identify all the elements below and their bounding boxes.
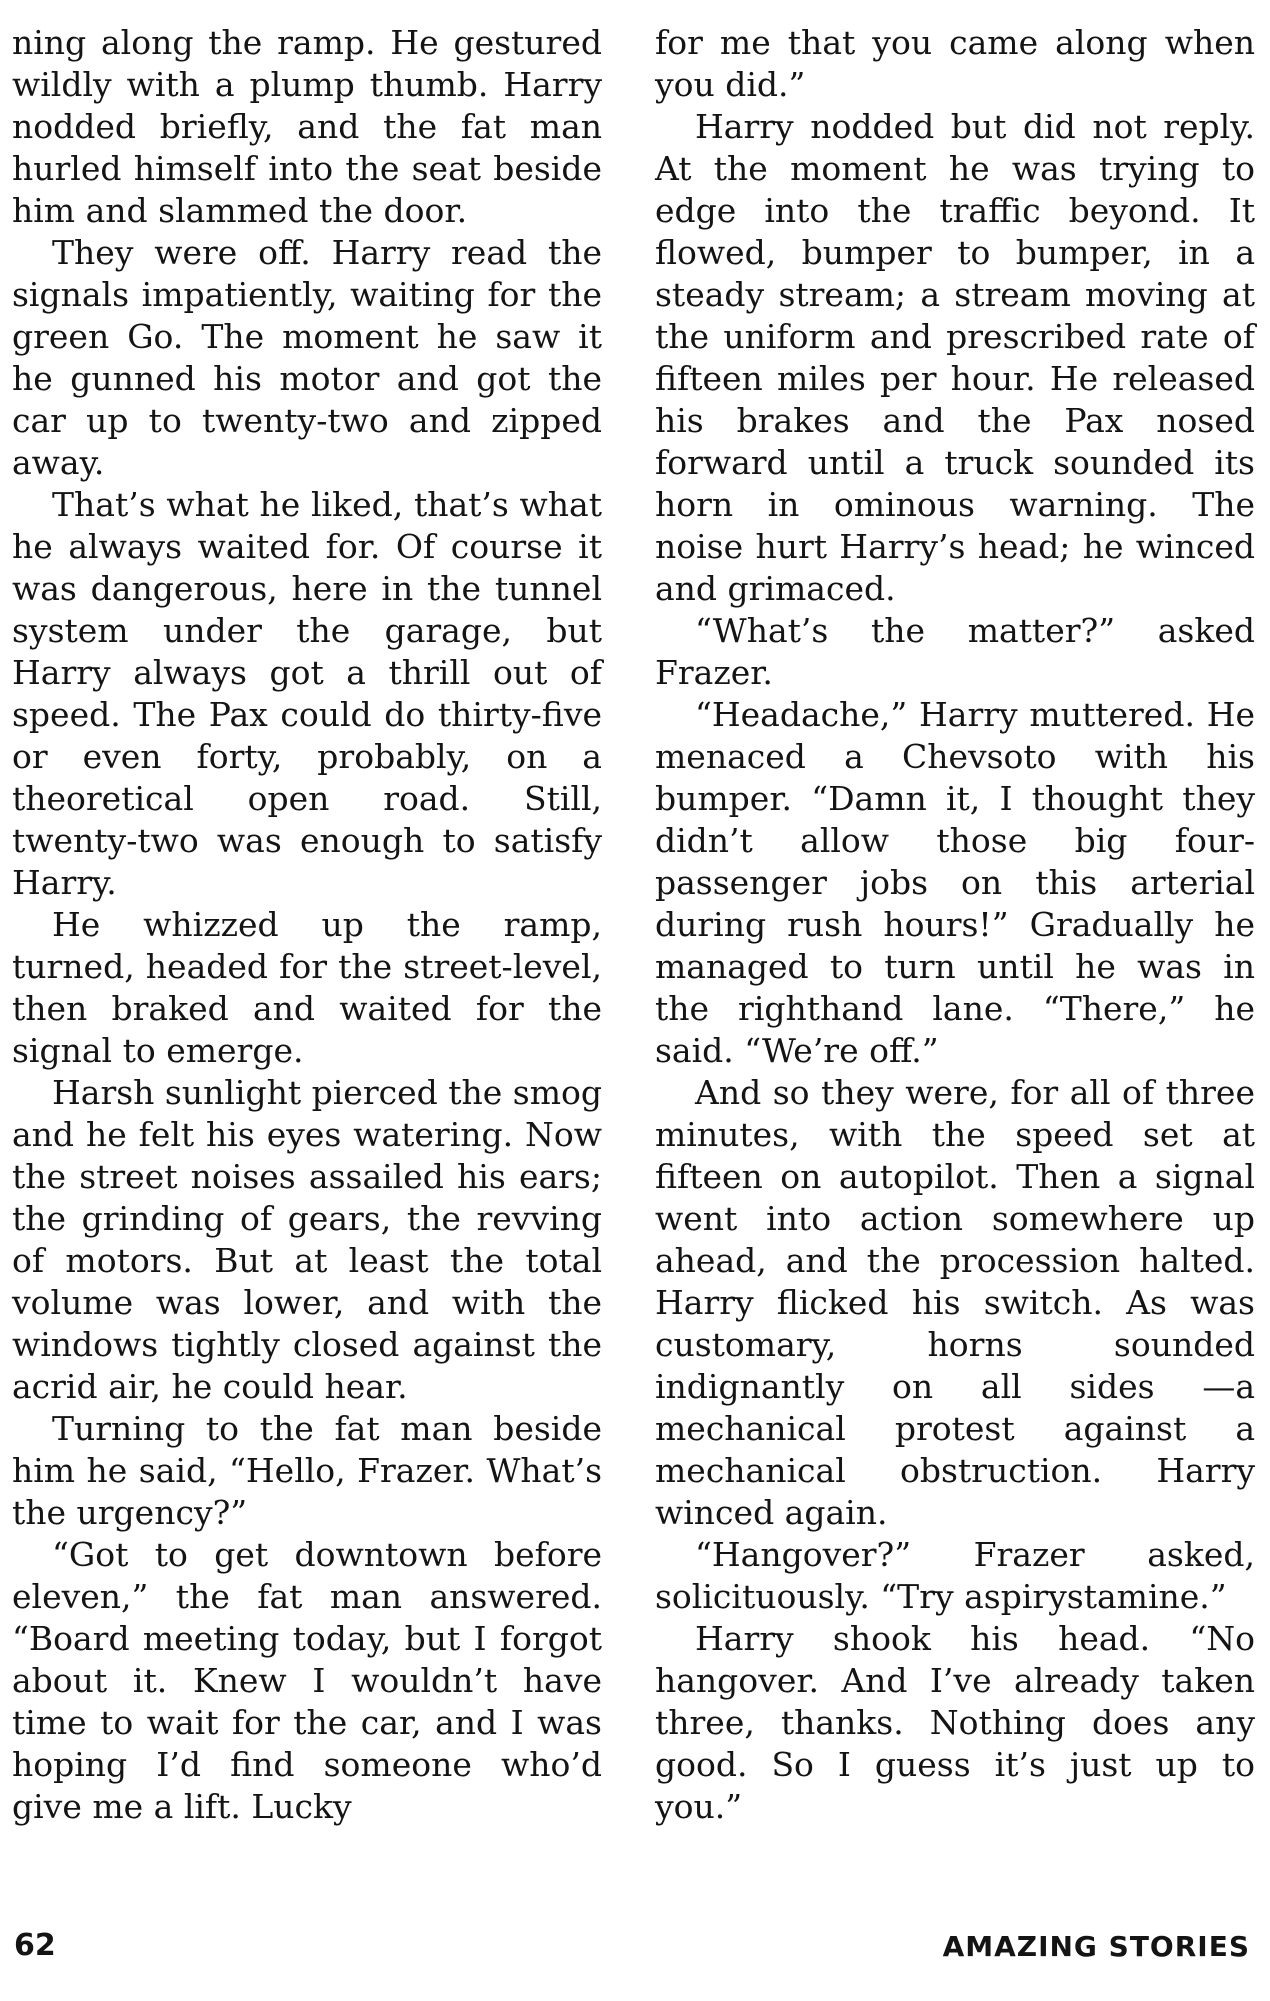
paragraph: And so they were, for all of three minutes, with the speed set at fifteen on autopilot. Then a signal went into action somewhere up ahead, and the procession halted. Harry flicked his switch. As was customary, horns sounded indignantly on all sides —a mechanical protest against a mechanical obstruction. Harry winced again. (655, 1073, 1255, 1532)
page-number: 62 (14, 1928, 56, 1963)
magazine-title: AMAZING STORIES (942, 1930, 1250, 1963)
paragraph: ning along the ramp. He gestured wildly with a plump thumb. Harry nodded briefly, and the fat man hurled himself into the seat beside him and slammed the door. (12, 23, 602, 230)
text-column-left (12, 22, 602, 1828)
paragraph: Harry nodded but did not reply. At the moment he was trying to edge into the traffic beyond. It flowed, bumper to bumper, in a steady stream; a stream moving at the uniform and prescribed rate of fifteen miles per hour. He released his brakes and the Pax nosed forward until a truck sounded its horn in ominous warning. The noise hurt Harry’s head; he winced and grimaced. (655, 107, 1255, 608)
paragraph: for me that you came along when you did.” (655, 23, 1255, 104)
paragraph: They were off. Harry read the signals impatiently, waiting for the green Go. The moment he saw it he gunned his motor and got the car up to twenty-two and zipped away. (12, 233, 602, 482)
paragraph: That’s what he liked, that’s what he always waited for. Of course it was dangerous, here in the tunnel system under the garage, but Harry always got a thrill out of speed. The Pax could do thirty-five or even forty, probably, on a theoretical open road. Still, twenty-two was enough to satisfy Harry. (12, 485, 602, 902)
paragraph: Harry shook his head. “No hangover. And I’ve already taken three, thanks. Nothing does any good. So I guess it’s just up to you.” (655, 1619, 1255, 1826)
paragraph: He whizzed up the ramp, turned, headed for the street-level, then braked and waited for the signal to emerge. (12, 905, 602, 1070)
paragraph: “Got to get downtown before eleven,” the fat man answered. “Board meeting today, but I forgot about it. Knew I wouldn’t have time to wait for the car, and I was hoping I’d find someone who’d give me a lift. Lucky (12, 1535, 602, 1826)
paragraph: Turning to the fat man beside him he said, “Hello, Frazer. What’s the urgency?” (12, 1409, 602, 1532)
paragraph: “Hangover?” Frazer asked, solicituously. “Try aspirystamine.” (655, 1535, 1255, 1616)
paragraph: “What’s the matter?” asked Frazer. (655, 611, 1255, 692)
text-column-right (655, 22, 1255, 1828)
paragraph: “Headache,” Harry muttered. He menaced a Chevsoto with his bumper. “Damn it, I thought they didn’t allow those big four-passenger jobs on this arterial during rush hours!” Gradually he managed to turn until he was in the righthand lane. “There,” he said. “We’re off.” (655, 695, 1255, 1070)
paragraph: Harsh sunlight pierced the smog and he felt his eyes watering. Now the street noises assailed his ears; the grinding of gears, the revving of motors. But at least the total volume was lower, and with the windows tightly closed against the acrid air, he could hear. (12, 1073, 602, 1406)
